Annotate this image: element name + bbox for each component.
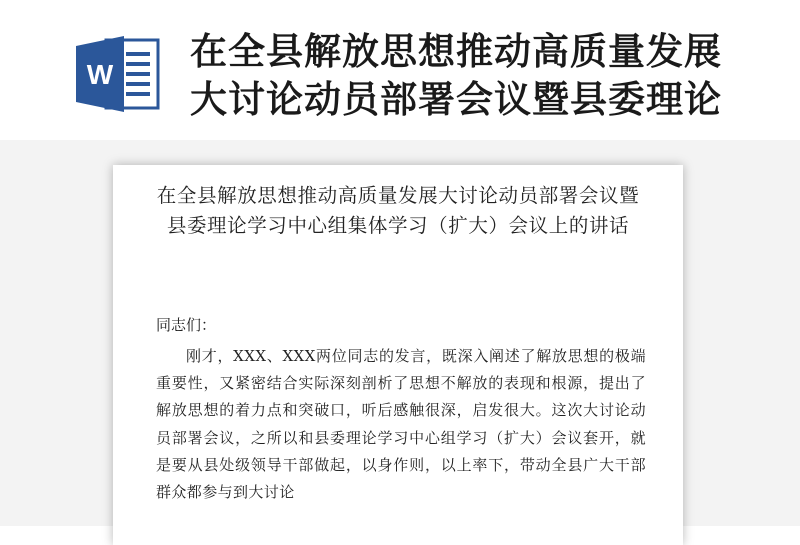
header-banner (0, 0, 800, 140)
word-document-icon (76, 34, 162, 114)
body-paragraph: 刚才，XXX、XXX两位同志的发言，既深入阐述了解放思想的极端重要性，又紧密结合实际深刻剖析了思想不解放的表现和根源，提出了解放思想的着力点和突破口，听后感触很深，启发很大。这次大讨论动员部署会议，之所以和县委理论学习中心组学习（扩大）会议套开，就是要从县处级领导干部做起，以身作则，以上率下，带动全县广大干部群众都参与到大讨论 (156, 347, 646, 502)
word-icon-letter: W (86, 59, 114, 90)
banner-title: 在全县解放思想推动高质量发展大讨论动员部署会议暨县委理论 (190, 30, 722, 121)
document-title: 在全县解放思想推动高质量发展大讨论动员部署会议暨县委理论学习中心组集体学习（扩大）会议上的讲话 (156, 184, 640, 237)
document-page (113, 165, 683, 545)
salutation: 同志们： (156, 316, 217, 334)
